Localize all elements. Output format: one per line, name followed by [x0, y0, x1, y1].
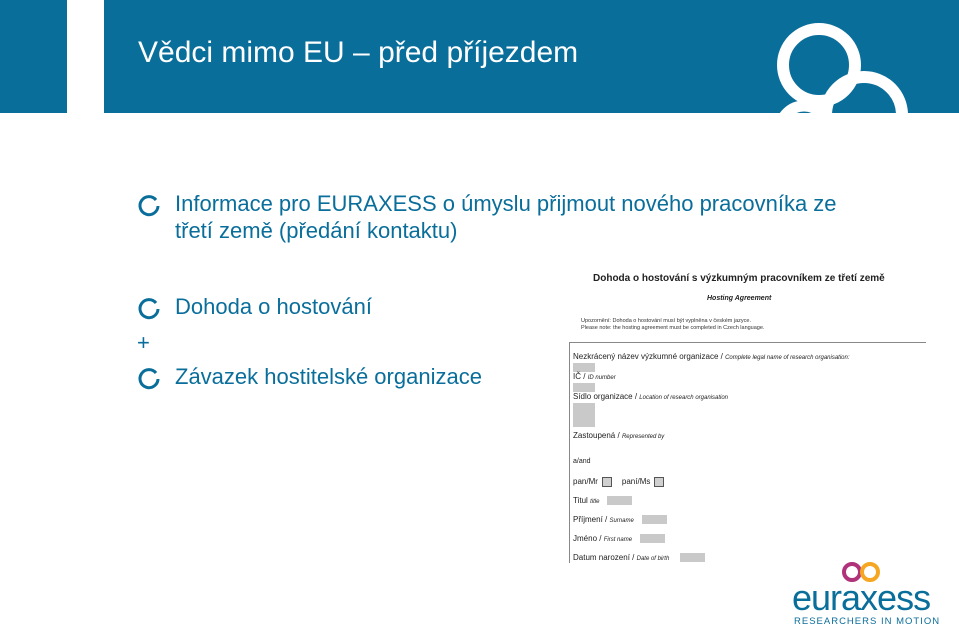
- field-label-en: First name: [603, 537, 633, 543]
- doc-note-en: Please note: the hosting agreement must be completed in Czech language.: [581, 325, 765, 331]
- doc-note: [581, 318, 764, 332]
- slide-title: Vědci mimo EU – před příjezdem: [138, 36, 579, 69]
- field-label: Zastoupená /: [573, 431, 620, 440]
- field-label-en: Complete legal name of research organisation:: [725, 355, 850, 361]
- doc-note-cz: Upozornění: Dohoda o hostování musí být vyplněna v českém jazyce.: [581, 318, 751, 324]
- logo-tagline: RESEARCHERS IN MOTION: [794, 616, 941, 627]
- field-label-en: Location of research organisation: [639, 395, 729, 401]
- field-gender: [573, 477, 674, 487]
- field-label: Sídlo organizace /: [573, 392, 638, 401]
- input-box: [573, 383, 595, 392]
- doc-subtitle: Hosting Agreement: [707, 295, 772, 302]
- input-box: [640, 534, 665, 543]
- header-bar: [104, 0, 959, 113]
- doc-form-frame: [569, 342, 926, 563]
- doc-title: Dohoda o hostování s výzkumným pracovníkem ze třetí země: [593, 273, 885, 284]
- field-label: Datum narození /: [573, 553, 635, 562]
- input-box: [680, 553, 705, 562]
- plus-sign: +: [137, 330, 150, 355]
- euraxess-logo: [792, 556, 941, 630]
- field-location: [573, 392, 728, 401]
- field-title: [573, 496, 599, 505]
- field-label: IČ /: [573, 372, 586, 381]
- field-label: a/and: [573, 458, 591, 465]
- field-label: Jméno /: [573, 534, 602, 543]
- field-label-en: title: [590, 499, 600, 505]
- field-label-en: ID number: [587, 375, 616, 381]
- field-represented-by: [573, 431, 664, 440]
- field-label: Nezkrácený název výzkumné organizace /: [573, 352, 723, 361]
- bullet-text-line1: Informace pro EURAXESS o úmyslu přijmout nového pracovníka ze: [175, 191, 837, 216]
- field-surname: [573, 515, 634, 524]
- field-label-en: Surname: [609, 518, 634, 524]
- logo-wordmark: euraxess: [792, 577, 931, 618]
- field-id-number: [573, 372, 616, 381]
- header-left-block: [0, 0, 67, 113]
- field-first-name: [573, 534, 632, 543]
- input-box: [642, 515, 667, 524]
- field-label-en: Date of birth: [636, 556, 670, 562]
- field-label-en: Represented by: [621, 434, 665, 440]
- gender-ms-label: paní/Ms: [621, 477, 651, 487]
- checkbox-mr[interactable]: [602, 477, 612, 487]
- bullet-text: Dohoda o hostování: [175, 294, 372, 319]
- bullet-text-line2: třetí země (předání kontaktu): [175, 218, 458, 243]
- input-box: [573, 403, 595, 427]
- circular-arrow-icon: [137, 367, 161, 391]
- circular-arrow-icon: [137, 297, 161, 321]
- field-label: Příjmení /: [573, 515, 608, 524]
- bullet-text: Závazek hostitelské organizace: [175, 364, 482, 389]
- input-box: [573, 363, 595, 372]
- field-org-name: [573, 352, 850, 361]
- field-label: Titul: [573, 496, 588, 505]
- checkbox-ms[interactable]: [654, 477, 664, 487]
- field-date-of-birth: [573, 553, 669, 562]
- input-box: [607, 496, 632, 505]
- field-and: [573, 458, 591, 465]
- hosting-agreement-preview: [565, 265, 935, 563]
- circular-arrow-icon: [137, 194, 161, 218]
- euraxess-rings-icon: [764, 20, 959, 113]
- gender-mr-label: pan/Mr: [573, 477, 598, 487]
